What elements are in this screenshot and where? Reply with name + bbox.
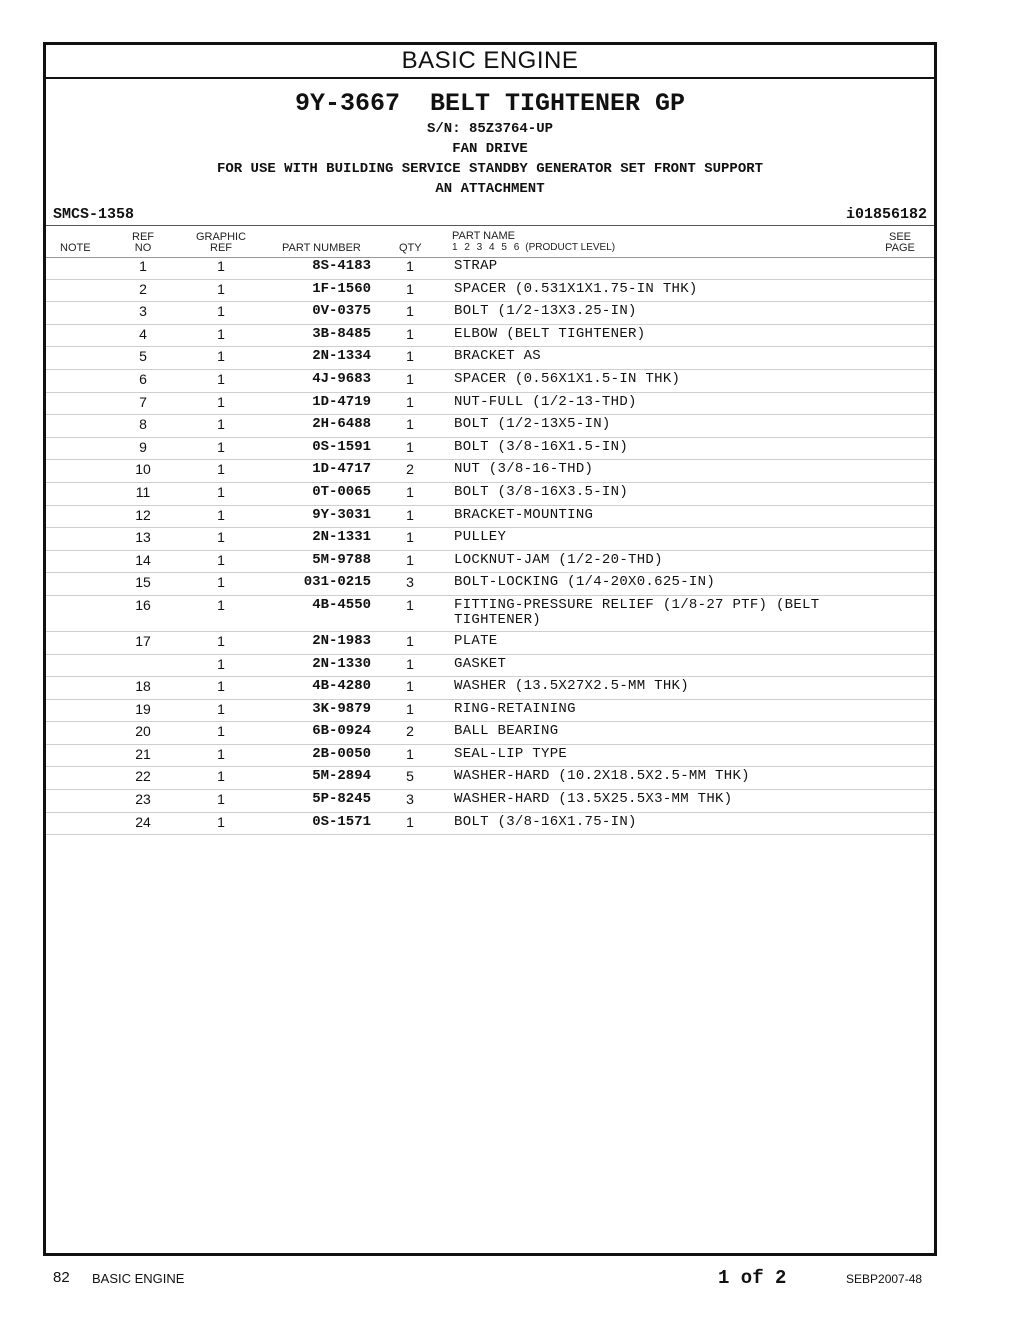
ref-no-cell: 9 xyxy=(139,438,147,455)
part-name-cell: SPACER (0.531X1X1.75-IN THK) xyxy=(454,280,698,297)
qty-cell: 1 xyxy=(406,348,414,365)
part-number-cell: 5M-2894 xyxy=(312,768,371,785)
graphic-ref-cell: 1 xyxy=(217,678,225,695)
part-number-cell: 2H-6488 xyxy=(312,416,371,433)
ref-no-cell: 21 xyxy=(135,745,151,762)
part-name-cell: WASHER-HARD (13.5X25.5X3-MM THK) xyxy=(454,791,733,808)
table-row xyxy=(46,722,934,745)
graphic-ref-cell: 1 xyxy=(217,813,225,830)
identifier-row xyxy=(46,205,934,226)
table-row xyxy=(46,632,934,655)
table-row xyxy=(46,677,934,700)
ref-no-cell: 24 xyxy=(135,813,151,830)
header-ref-no xyxy=(128,232,158,254)
part-number-cell: 1F-1560 xyxy=(312,280,371,297)
part-number-cell: 2N-1334 xyxy=(312,348,371,365)
qty-cell: 1 xyxy=(406,258,414,274)
ref-no-cell: 13 xyxy=(135,529,151,546)
part-number-cell: 5P-8245 xyxy=(312,791,371,808)
qty-cell: 1 xyxy=(406,438,414,455)
part-number-cell: 0T-0065 xyxy=(312,483,371,500)
qty-cell: 1 xyxy=(406,529,414,546)
table-row xyxy=(46,813,934,836)
part-number-cell: 0S-1571 xyxy=(312,813,371,830)
graphic-ref-cell: 1 xyxy=(217,596,225,613)
graphic-ref-cell: 1 xyxy=(217,438,225,455)
table-row xyxy=(46,393,934,416)
qty-cell: 1 xyxy=(406,506,414,523)
graphic-ref-cell: 1 xyxy=(217,280,225,297)
graphic-ref-cell: 1 xyxy=(217,483,225,500)
part-number-cell: 0S-1591 xyxy=(312,438,371,455)
graphic-ref-cell: 1 xyxy=(217,258,225,274)
smcs-code: SMCS-1358 xyxy=(53,206,135,223)
ref-no-cell: 22 xyxy=(135,768,151,785)
table-row xyxy=(46,506,934,529)
part-name-cell: SPACER (0.56X1X1.5-IN THK) xyxy=(454,370,681,387)
header-see-line1: SEE xyxy=(888,231,911,243)
ref-no-cell: 10 xyxy=(135,461,151,478)
ref-no-cell: 11 xyxy=(135,483,151,500)
qty-cell: 2 xyxy=(406,461,414,478)
qty-cell: 1 xyxy=(406,483,414,500)
table-row xyxy=(46,438,934,461)
qty-cell: 5 xyxy=(406,768,414,785)
part-number-cell: 4J-9683 xyxy=(312,370,371,387)
header-qty: QTY xyxy=(399,242,422,254)
part-number-cell: 3K-9879 xyxy=(312,700,371,717)
header-product-level-label: (PRODUCT LEVEL) xyxy=(525,242,616,253)
header-graphic-ref-line2: REF xyxy=(210,242,232,254)
qty-cell: 1 xyxy=(406,280,414,297)
ref-no-cell: 5 xyxy=(139,348,147,365)
table-row xyxy=(46,460,934,483)
table-row xyxy=(46,790,934,813)
graphic-ref-cell: 1 xyxy=(217,348,225,365)
ref-no-cell: 1 xyxy=(139,258,147,274)
graphic-ref-cell: 1 xyxy=(217,461,225,478)
qty-cell: 1 xyxy=(406,678,414,695)
part-name-cell: BOLT (3/8-16X1.5-IN) xyxy=(454,438,629,455)
part-name-cell: BRACKET-MOUNTING xyxy=(454,506,594,523)
table-row xyxy=(46,596,934,632)
illustration-id: i01856182 xyxy=(845,206,927,223)
graphic-ref-cell: 1 xyxy=(217,723,225,740)
ref-no-cell: 6 xyxy=(139,370,147,387)
part-name-cell: BOLT (1/2-13X5-IN) xyxy=(454,416,611,433)
graphic-ref-cell: 1 xyxy=(217,506,225,523)
part-name-cell: BOLT (3/8-16X1.75-IN) xyxy=(454,813,637,830)
part-number-cell: 0V-0375 xyxy=(312,303,371,320)
qty-cell: 1 xyxy=(406,700,414,717)
graphic-ref-cell: 1 xyxy=(217,325,225,342)
part-name-cell: GASKET xyxy=(454,655,507,672)
part-name-cell: BOLT (3/8-16X3.5-IN) xyxy=(454,483,629,500)
table-row xyxy=(46,745,934,768)
part-number-cell: 2N-1331 xyxy=(312,529,371,546)
qty-cell: 1 xyxy=(406,325,414,342)
group-attachment-note: AN ATTACHMENT xyxy=(435,181,545,197)
header-note: NOTE xyxy=(60,242,91,254)
ref-no-cell: 17 xyxy=(135,632,151,649)
header-ref-no-line1: REF xyxy=(132,231,154,243)
table-row xyxy=(46,280,934,303)
qty-cell: 1 xyxy=(406,393,414,410)
part-number-cell: 8S-4183 xyxy=(312,258,371,274)
page-footer xyxy=(0,1266,1020,1296)
part-name-cell: LOCKNUT-JAM (1/2-20-THD) xyxy=(454,551,663,568)
header-product-levels xyxy=(452,242,615,253)
graphic-ref-cell: 1 xyxy=(217,745,225,762)
part-name-cell: BALL BEARING xyxy=(454,723,559,740)
part-name-cell: ELBOW (BELT TIGHTENER) xyxy=(454,325,646,342)
part-name-cell: WASHER (13.5X27X2.5-MM THK) xyxy=(454,678,689,695)
qty-cell: 3 xyxy=(406,791,414,808)
part-number-cell: 2N-1983 xyxy=(312,632,371,649)
parts-list xyxy=(46,257,934,835)
ref-no-cell: 12 xyxy=(135,506,151,523)
ref-no-cell: 3 xyxy=(139,303,147,320)
table-row xyxy=(46,528,934,551)
ref-no-cell: 19 xyxy=(135,700,151,717)
part-number-cell: 3B-8485 xyxy=(312,325,371,342)
ref-no-cell: 4 xyxy=(139,325,147,342)
part-number-cell: 2N-1330 xyxy=(312,655,371,672)
table-row xyxy=(46,370,934,393)
graphic-ref-cell: 1 xyxy=(217,416,225,433)
header-graphic-ref xyxy=(191,232,251,254)
header-level-numbers: 1 2 3 4 5 6 xyxy=(452,242,520,253)
footer-doc-id: SEBP2007-48 xyxy=(846,1272,923,1286)
part-name-cell: BOLT (1/2-13X3.25-IN) xyxy=(454,303,637,320)
graphic-ref-cell: 1 xyxy=(217,574,225,591)
group-heading xyxy=(46,91,934,199)
part-number-cell: 031-0215 xyxy=(303,574,371,591)
part-number-cell: 5M-9788 xyxy=(312,551,371,568)
table-row xyxy=(46,347,934,370)
part-name-cell: WASHER-HARD (10.2X18.5X2.5-MM THK) xyxy=(454,768,750,785)
part-number-cell: 9Y-3031 xyxy=(312,506,371,523)
group-subtitle-fan-drive: FAN DRIVE xyxy=(452,141,528,157)
qty-cell: 1 xyxy=(406,813,414,830)
ref-no-cell: 18 xyxy=(135,678,151,695)
ref-no-cell: 14 xyxy=(135,551,151,568)
ref-no-cell: 20 xyxy=(135,723,151,740)
header-ref-no-line2: NO xyxy=(134,242,152,254)
part-name-cell: FITTING-PRESSURE RELIEF (1/8-27 PTF) (BELT TIGHTENER) xyxy=(454,596,829,628)
column-headers xyxy=(46,227,934,258)
header-part-number: PART NUMBER xyxy=(282,242,361,254)
header-see-page xyxy=(882,232,918,254)
graphic-ref-cell: 1 xyxy=(217,529,225,546)
footer-section: BASIC ENGINE xyxy=(92,1271,185,1286)
qty-cell: 1 xyxy=(406,303,414,320)
part-name-cell: PULLEY xyxy=(454,529,507,546)
table-row xyxy=(46,700,934,723)
part-name-cell: BOLT-LOCKING (1/4-20X0.625-IN) xyxy=(454,574,716,591)
qty-cell: 1 xyxy=(406,551,414,568)
graphic-ref-cell: 1 xyxy=(217,551,225,568)
qty-cell: 2 xyxy=(406,723,414,740)
table-row xyxy=(46,551,934,574)
part-name-cell: RING-RETAINING xyxy=(454,700,576,717)
ref-no-cell: 8 xyxy=(139,416,147,433)
graphic-ref-cell: 1 xyxy=(217,303,225,320)
part-name-cell: NUT (3/8-16-THD) xyxy=(454,461,594,478)
part-name-cell: BRACKET AS xyxy=(454,348,542,365)
qty-cell: 1 xyxy=(406,632,414,649)
qty-cell: 1 xyxy=(406,596,414,613)
table-row xyxy=(46,655,934,678)
section-title: BASIC ENGINE xyxy=(46,45,934,79)
ref-no-cell: 16 xyxy=(135,596,151,613)
table-row xyxy=(46,257,934,280)
part-number-cell: 4B-4550 xyxy=(312,596,371,613)
table-row xyxy=(46,767,934,790)
part-name-cell: NUT-FULL (1/2-13-THD) xyxy=(454,393,637,410)
ref-no-cell: 23 xyxy=(135,791,151,808)
group-usage-note: FOR USE WITH BUILDING SERVICE STANDBY GENERATOR SET FRONT SUPPORT xyxy=(216,161,764,177)
parts-page-frame xyxy=(43,42,937,1256)
qty-cell: 1 xyxy=(406,370,414,387)
table-row xyxy=(46,415,934,438)
header-graphic-ref-line1: GRAPHIC xyxy=(195,231,247,243)
part-name-cell: STRAP xyxy=(454,258,498,274)
part-number-cell: 6B-0924 xyxy=(312,723,371,740)
group-title: 9Y-3667 BELT TIGHTENER GP xyxy=(294,89,686,118)
qty-cell: 1 xyxy=(406,745,414,762)
table-row xyxy=(46,325,934,348)
graphic-ref-cell: 1 xyxy=(217,700,225,717)
part-number-cell: 4B-4280 xyxy=(312,678,371,695)
graphic-ref-cell: 1 xyxy=(217,632,225,649)
table-row xyxy=(46,573,934,596)
table-row xyxy=(46,302,934,325)
part-name-cell: PLATE xyxy=(454,632,498,649)
footer-page-number: 82 xyxy=(53,1269,70,1286)
part-name-cell: SEAL-LIP TYPE xyxy=(454,745,568,762)
graphic-ref-cell: 1 xyxy=(217,655,225,672)
footer-page-of: 1 of 2 xyxy=(718,1267,787,1289)
qty-cell: 1 xyxy=(406,416,414,433)
qty-cell: 3 xyxy=(406,574,414,591)
header-see-line2: PAGE xyxy=(885,242,915,254)
part-number-cell: 1D-4717 xyxy=(312,461,371,478)
part-number-cell: 1D-4719 xyxy=(312,393,371,410)
ref-no-cell: 7 xyxy=(139,393,147,410)
ref-no-cell: 2 xyxy=(139,280,147,297)
graphic-ref-cell: 1 xyxy=(217,768,225,785)
serial-number: S/N: 85Z3764-UP xyxy=(426,121,554,137)
part-number-cell: 2B-0050 xyxy=(312,745,371,762)
table-row xyxy=(46,483,934,506)
graphic-ref-cell: 1 xyxy=(217,791,225,808)
graphic-ref-cell: 1 xyxy=(217,393,225,410)
graphic-ref-cell: 1 xyxy=(217,370,225,387)
qty-cell: 1 xyxy=(406,655,414,672)
header-part-name: PART NAME xyxy=(452,230,515,242)
ref-no-cell: 15 xyxy=(135,574,151,591)
